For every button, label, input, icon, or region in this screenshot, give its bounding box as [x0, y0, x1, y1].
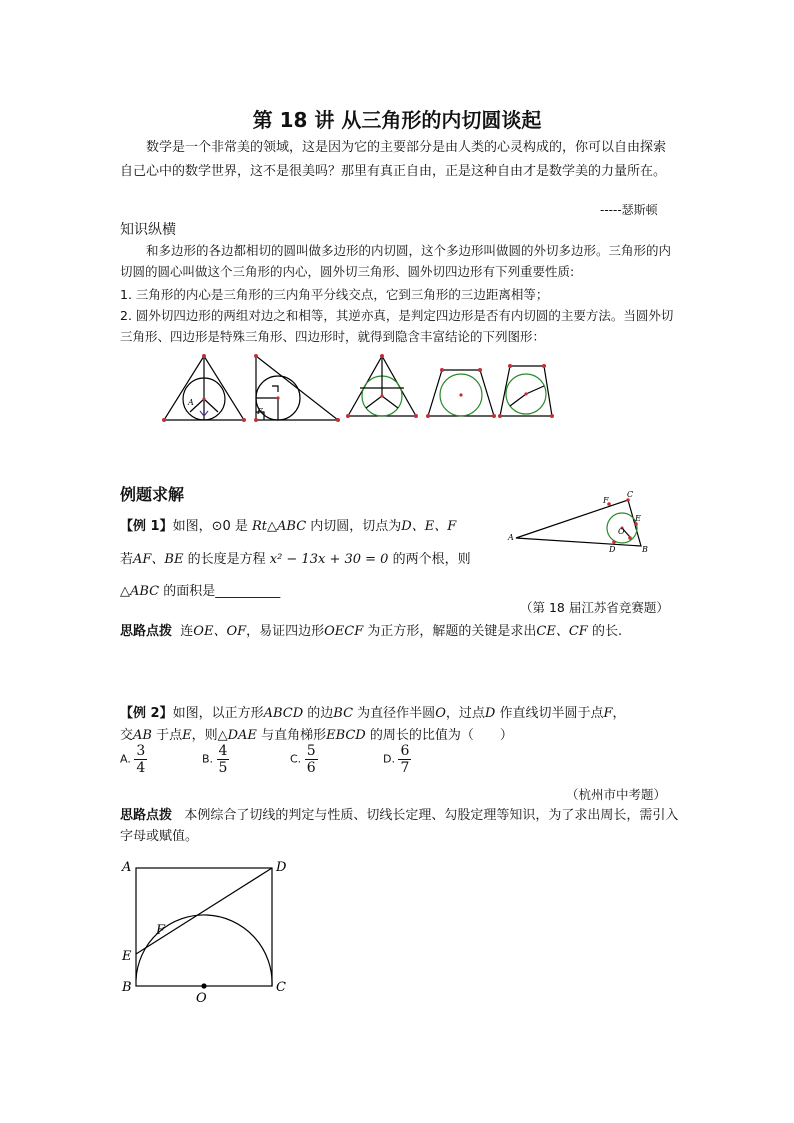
example1-figure: [504, 488, 664, 558]
ex2-label-E: E: [122, 949, 132, 964]
example1-line3: △ABC 的面积是__________: [120, 584, 281, 599]
ex1-label-B: B: [642, 545, 648, 554]
svg-text:A: A: [188, 398, 194, 407]
section-heading-examples: 例题求解: [120, 485, 185, 504]
ex2-label-F: F: [156, 923, 166, 938]
ex1-label-A: A: [508, 533, 514, 542]
page-title: 第 18 讲 从三角形的内切圆谈起: [252, 108, 542, 132]
example2-line2: 交AB 于点E，则△DAE 与直角梯形EBCD 的周长的比值为（ ）: [120, 728, 513, 743]
figure-trapezoid-incircle: [428, 370, 494, 416]
figure-equilateral-incircle: [164, 356, 244, 420]
quote-author: -----瑟斯顿: [600, 203, 658, 217]
option-b[interactable]: B. $\frac{4}{5}$: [202, 743, 228, 776]
ex2-label-O: O: [196, 991, 207, 1002]
ex1-label-F: F: [603, 496, 609, 505]
ex1-label-C: C: [627, 490, 634, 499]
property-item-2: 2. 圆外切四边形的两组对边之和相等，其逆亦真，是判定四边形是否有内切圆的主要方法。当圆外切三角形、四边形是特殊三角形、四边形时，就得到隐含丰富结论的下列图形：: [120, 308, 674, 344]
center-o-point: [201, 983, 206, 988]
option-c[interactable]: C. $\frac{5}{6}$: [290, 743, 316, 776]
ex2-label-B: B: [122, 980, 132, 995]
svg-text:F: F: [257, 407, 263, 416]
quote-text: 数学是一个非常美的领域，这是因为它的主要部分是由人类的心灵构成的，你可以自由探索自己心中的数学世界，这不是很美吗？那里有真正自由，正是这种自由才是数学美的力量所在。: [120, 140, 667, 179]
section-heading-knowledge: 知识纵横: [120, 222, 176, 238]
ex2-label-C: C: [276, 980, 286, 995]
option-a[interactable]: A. $\frac{3}{4}$: [120, 743, 146, 776]
option-d[interactable]: D. $\frac{6}{7}$: [383, 743, 410, 776]
tangent-line-de: [136, 868, 272, 954]
ex2-label-D: D: [276, 860, 287, 875]
ex1-label-D: D: [609, 545, 616, 554]
property-item-1: 1. 三角形的内心是三角形的三内角平分线交点，它到三角形的三边距离相等；: [120, 287, 549, 302]
figure-quadrilateral-incircle: [500, 366, 552, 416]
example2-figure: [118, 852, 298, 1002]
ex2-label-A: A: [122, 860, 132, 875]
example1-line1: 【例 1】如图，⊙0 是 Rt△ABC 内切圆，切点为D、E、F: [120, 519, 457, 534]
example2-line1: 【例 2】如图，以正方形ABCD 的边BC 为直径作半圆O，过点D 作直线切半圆于点F，: [120, 706, 626, 721]
example2-hint: 思路点拨 本例综合了切线的判定与性质、切线长定理、勾股定理等知识，为了求出周长，需引入字母或赋值。: [120, 808, 679, 844]
figure-isosceles-incircle: [348, 356, 416, 416]
example2-source: （杭州市中考题）: [566, 787, 667, 802]
example1-hint: 思路点拨 连OE、OF，易证四边形OECF 为正方形，解题的关键是求出CE、CF 的长.: [120, 624, 623, 639]
example1-line2: 若AF、BE 的长度是方程 x² − 13x + 30 = 0 的两个根，则: [120, 552, 471, 567]
figure-right-triangle-incircle: [256, 356, 338, 420]
knowledge-paragraph: 和多边形的各边都相切的圆叫做多边形的内切圆，这个多边形叫做圆的外切多边形。三角形的内切圆的圆心叫做这个三角形的内心，圆外切三角形、圆外切四边形有下列重要性质:: [120, 243, 672, 279]
example1-source: （第 18 届江苏省竞赛题）: [520, 600, 669, 615]
special-figures-row: [160, 350, 560, 425]
ex1-label-E: E: [635, 514, 641, 523]
ex1-label-O: O: [618, 527, 625, 536]
